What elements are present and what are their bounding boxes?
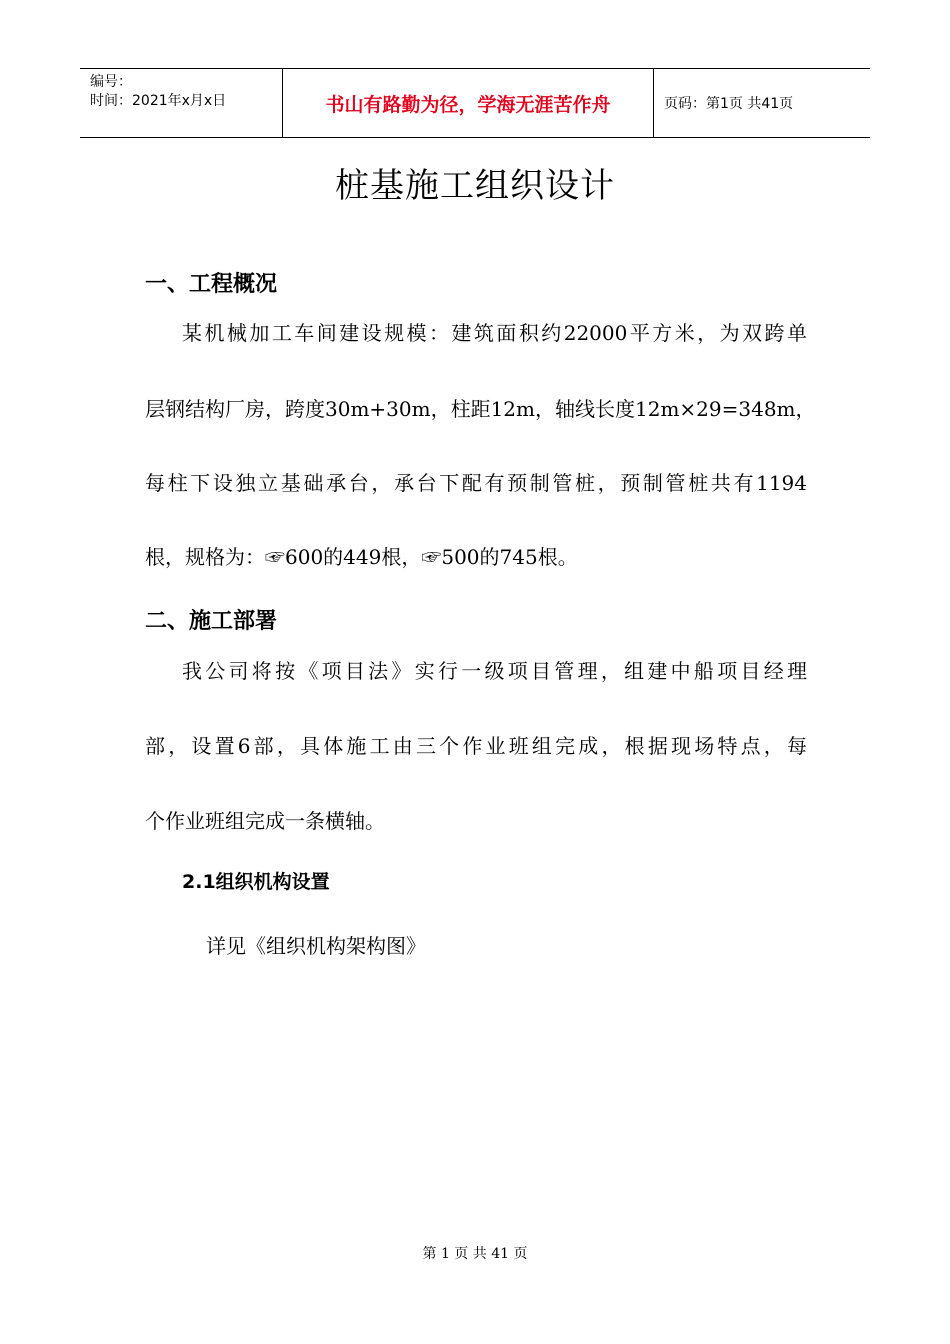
subsection-heading-organization: 2.1组织机构设置 — [182, 871, 330, 893]
deployment-line-3: 个作业班组完成一条横轴。 — [145, 809, 385, 833]
overview-line-4: 根，规格为：☞600的449根，☞500的745根。 — [145, 545, 578, 569]
section-heading-deployment: 二、施工部署 — [145, 609, 278, 634]
header-page-info: 页码：第1页 共41页 — [664, 96, 794, 112]
document-time-label: 时间：2021年x月x日 — [90, 93, 227, 109]
deployment-line-1: 我公司将按《项目法》实行一级项目管理，组建中船项目经理 — [182, 659, 807, 683]
overview-line-3: 每柱下设独立基础承台，承台下配有预制管桩，预制管桩共有1194 — [145, 471, 807, 495]
document-number-label: 编号： — [90, 74, 132, 90]
section-heading-overview: 一、工程概况 — [145, 272, 278, 297]
document-title: 桩基施工组织设计 — [335, 166, 615, 206]
overview-line-2: 层钢结构厂房，跨度30m+30m，柱距12m，轴线长度12m×29=348m， — [145, 397, 816, 421]
overview-line-1: 某机械加工车间建设规模：建筑面积约22000平方米，为双跨单 — [182, 321, 807, 345]
page-footer: 第 1 页 共 41 页 — [422, 1246, 528, 1262]
page-header — [80, 68, 870, 138]
header-meta — [80, 69, 282, 137]
deployment-line-2: 部，设置6部，具体施工由三个作业班组完成，根据现场特点，每 — [145, 734, 807, 758]
header-motto: 书山有路勤为径，学海无涯苦作舟 — [282, 69, 654, 137]
subsection-text: 详见《组织机构架构图》 — [206, 934, 426, 958]
